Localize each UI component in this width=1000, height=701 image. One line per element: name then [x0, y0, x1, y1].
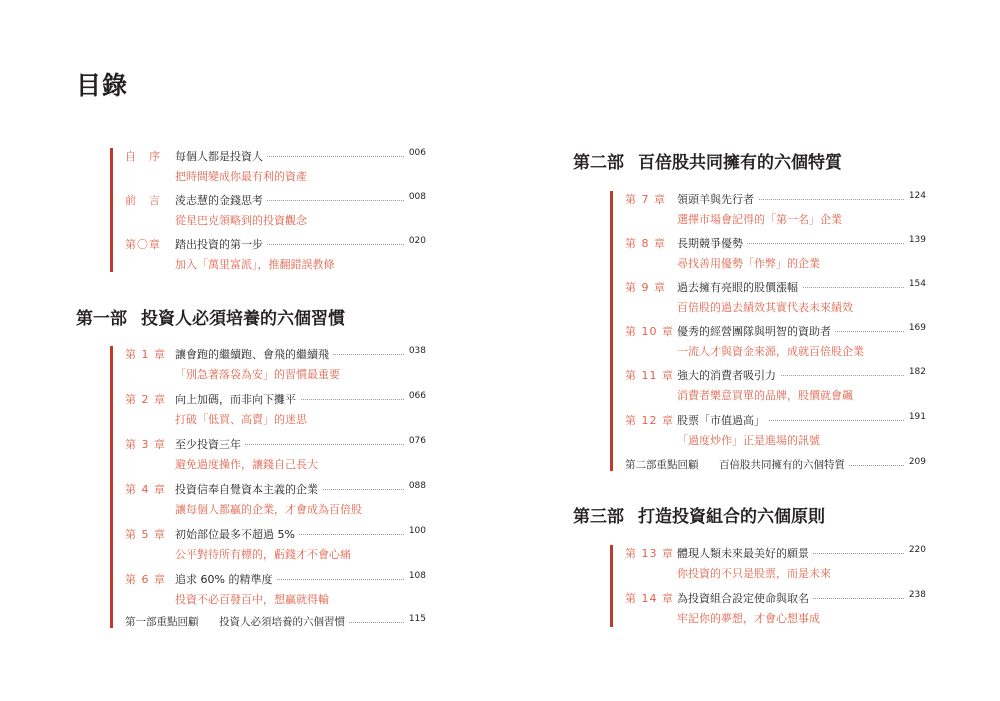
entry-label: 第 5 章	[125, 528, 166, 541]
entry-subtitle: 讓每個人都贏的企業，才會成為百倍股	[175, 503, 362, 516]
entry-page: 100	[405, 526, 426, 536]
entry-title: 優秀的經營團隊與明智的資助者	[677, 323, 835, 339]
entry-page: 238	[905, 590, 926, 600]
entry-label: 第 12 章	[625, 414, 674, 427]
entry-label: 第 7 章	[625, 193, 666, 206]
entry-title: 股票「市值過高」	[677, 412, 769, 428]
entry-page: 209	[905, 457, 926, 467]
entry-label: 第 4 章	[125, 483, 166, 496]
entry-title: 淩志慧的金錢思考	[175, 192, 267, 208]
entry-title: 百倍股共同擁有的六個特質	[719, 457, 849, 472]
part-1-chapters	[110, 346, 426, 628]
entry-subtitle: 牢記你的夢想，才會心想事成	[677, 612, 820, 625]
entry-page: 169	[905, 323, 926, 333]
part-1-title	[76, 304, 345, 329]
part-name: 百倍股共同擁有的六個特質	[638, 153, 842, 173]
entry-page: 124	[905, 191, 926, 201]
entry-label: 第 2 章	[125, 393, 166, 406]
entry-label: 第 13 章	[625, 547, 674, 560]
part-2-title	[573, 148, 842, 173]
entry-page: 020	[405, 236, 426, 246]
entry-label: 第 10 章	[625, 325, 674, 338]
part-3-chapters	[610, 545, 926, 627]
entry-label: 前 言	[125, 194, 161, 207]
entry-title: 向上加碼，而非向下攤平	[175, 391, 300, 407]
entry-label: 第 14 章	[625, 592, 674, 605]
entry-subtitle: 公平對待所有標的，虧錢才不會心痛	[175, 548, 351, 561]
part-3-title	[573, 502, 825, 527]
entry-subtitle: 你投資的不只是股票，而是未來	[677, 567, 831, 580]
entry-page: 191	[905, 412, 926, 422]
entry-subtitle: 打破「低買、高賣」的迷思	[175, 413, 307, 426]
entry-subtitle: 避免過度操作，讓錢自己長大	[175, 458, 318, 471]
part-2-chapters	[610, 191, 926, 471]
intro-section	[110, 148, 426, 272]
entry-subtitle: 把時間變成你最有利的資產	[175, 170, 307, 183]
entry-title: 過去擁有亮眼的股價漲幅	[677, 279, 802, 295]
entry-page: 182	[905, 367, 926, 377]
entry-title: 至少投資三年	[175, 436, 245, 452]
entry-label: 第 3 章	[125, 438, 166, 451]
entry-title: 為投資組合設定使命與取名	[677, 590, 813, 606]
entry-title: 領頭羊與先行者	[677, 191, 758, 207]
part-number: 第三部	[573, 507, 624, 527]
entry-page: 220	[905, 545, 926, 555]
entry-label: 第 8 章	[625, 237, 666, 250]
entry-page: 006	[405, 148, 426, 158]
page-title: 目錄	[76, 71, 129, 100]
entry-subtitle: 消費者樂意買單的品牌，股價就會飆	[677, 389, 853, 402]
entry-label: 第 11 章	[625, 369, 674, 382]
entry-label: 第二部重點回顧	[625, 459, 699, 471]
entry-label: 自 序	[125, 150, 161, 163]
entry-subtitle: 「別急著落袋為安」的習慣最重要	[175, 368, 340, 381]
entry-label: 第一部重點回顧	[125, 616, 199, 628]
entry-page: 066	[405, 391, 426, 401]
entry-title: 追求 60% 的精準度	[175, 571, 276, 587]
entry-page: 108	[405, 571, 426, 581]
entry-subtitle: 百倍股的過去績效其實代表未來績效	[677, 301, 853, 314]
entry-subtitle: 選擇市場會記得的「第一名」企業	[677, 213, 842, 226]
entry-label: 第 1 章	[125, 348, 166, 361]
entry-subtitle: 一流人才與資金來源，成就百倍股企業	[677, 345, 864, 358]
entry-subtitle: 「過度炒作」正是進場的訊號	[677, 434, 820, 447]
entry-label: 第 9 章	[625, 281, 666, 294]
entry-subtitle: 投資不必百發百中，想贏就得輸	[175, 593, 329, 606]
entry-page: 076	[405, 436, 426, 446]
part-number: 第二部	[573, 153, 624, 173]
entry-subtitle: 從星巴克領略到的投資觀念	[175, 214, 307, 227]
entry-title: 每個人都是投資人	[175, 148, 267, 164]
entry-label: 第 6 章	[125, 573, 166, 586]
part-name: 投資人必須培養的六個習慣	[141, 309, 345, 329]
entry-title: 投資信奉自覺資本主義的企業	[175, 481, 322, 497]
entry-title: 長期競爭優勢	[677, 235, 747, 251]
entry-page: 154	[905, 279, 926, 289]
entry-title: 體現人類未來最美好的願景	[677, 545, 813, 561]
entry-page: 038	[405, 346, 426, 356]
entry-page: 008	[405, 192, 426, 202]
entry-title: 初始部位最多不超過 5%	[175, 526, 299, 542]
entry-title: 投資人必須培養的六個習慣	[219, 614, 349, 629]
entry-title: 讓會跑的繼續跑、會飛的繼續飛	[175, 346, 333, 362]
entry-label: 第〇章	[125, 238, 161, 251]
entry-subtitle: 尋找善用優勢「作弊」的企業	[677, 257, 820, 270]
entry-title: 強大的消費者吸引力	[677, 367, 780, 383]
entry-page: 088	[405, 481, 426, 491]
entry-page: 139	[905, 235, 926, 245]
entry-subtitle: 加入「萬里富派」，推翻錯誤教條	[175, 258, 335, 271]
entry-page: 115	[405, 614, 426, 624]
part-name: 打造投資組合的六個原則	[638, 507, 825, 527]
part-number: 第一部	[76, 309, 127, 329]
entry-title: 踏出投資的第一步	[175, 236, 267, 252]
